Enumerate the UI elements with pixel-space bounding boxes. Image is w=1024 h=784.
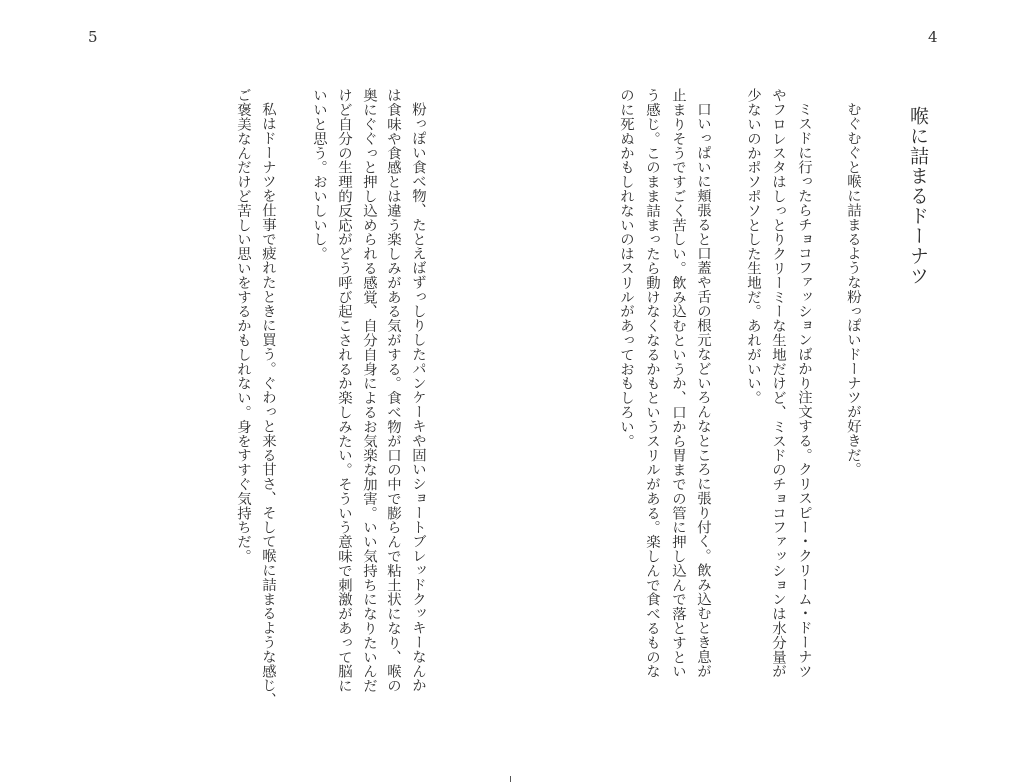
paragraph-line: のに死ぬかもしれないのはスリルがあっておもしろい。: [618, 88, 634, 448]
paragraph-line: いいと思う。おいしいし。: [311, 88, 327, 261]
paragraph-line: 私はドーナツを仕事で疲れたときに買う。ぐわっと来る甘さ、そして喉に詰まるような感じ、: [260, 102, 276, 708]
paragraph-line: けど自分の生理的反応がどう呼び起こされるか楽しみたい。そういう意味で刺激があって脳に: [336, 88, 352, 693]
paragraph-line: ご褒美なんだけど苦しい思いをするかもしれない。身をすすぐ気持ちだ。: [235, 88, 251, 564]
gutter-mark: [510, 776, 511, 782]
paragraph-line: 奥にぐぐっと押し込められる感覚、自分自身によるお気楽な加害。いい気持ちになりたいんだ: [361, 88, 377, 693]
paragraph-line: う感じ。このまま詰まったら動けなくなるかもというスリルがある。楽しんで食べるものな: [644, 88, 660, 679]
page-number-right: 4: [928, 28, 938, 46]
chapter-title: 喉に詰まるドーナツ: [907, 106, 929, 286]
paragraph-line: やフロレスタはしっとりクリーミーな生地だけど、ミスドのチョコファッションは水分量が: [770, 88, 786, 679]
paragraph-line: ミスドに行ったらチョコファッションばかり注文する。クリスピー・クリーム・ドーナツ: [796, 102, 812, 679]
page-number-left: 5: [88, 28, 98, 46]
paragraph-line: 口いっぱいに頬張ると口蓋や舌の根元などいろんなところに張り付く。飲み込むとき息が: [695, 102, 711, 679]
paragraph-line: は食味や食感とは違う楽しみがある気がする。食べ物が口の中で膨らんで粘土状になり、喉の: [385, 88, 401, 693]
paragraph-line: 止まりそうですごく苦しい。飲み込むというか、口から胃までの管に押し込んで落とすとい: [670, 88, 686, 679]
paragraph-line: 少ないのかポソポソとした生地だ。あれがいい。: [745, 88, 761, 405]
paragraph-line: 粉っぽい食べ物、たとえばずっしりしたパンケーキや固いショートブレッドクッキーなんか: [410, 102, 426, 693]
paragraph-line: むぐむぐと喉に詰まるような粉っぽいドーナツが好きだ。: [845, 102, 861, 477]
